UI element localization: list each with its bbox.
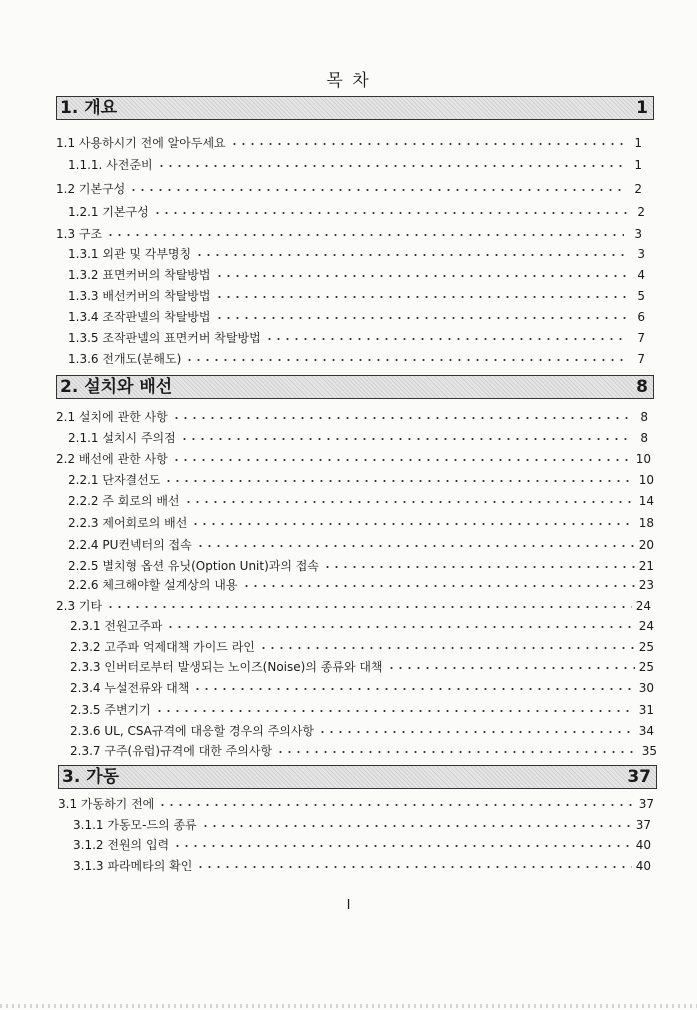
toc-entry-label: 1.3.4 조작판넬의 착탈방법 — [68, 310, 211, 324]
toc-entry-page: 24 — [635, 599, 651, 613]
dot-leader — [164, 470, 634, 490]
toc-entry-1-3-3[interactable] — [68, 286, 645, 306]
dot-leader — [265, 328, 627, 348]
toc-entry-2-1-1[interactable] — [68, 428, 648, 448]
toc-entry-label: 2.2 배선에 관한 사항 — [56, 452, 168, 466]
section-title: 3. 가동 — [62, 767, 120, 787]
scan-edge — [0, 1004, 697, 1008]
toc-entry-label: 2.2.5 별치형 옵션 유닛(Option Unit)과의 접속 — [68, 559, 319, 573]
toc-entry-2-3-4[interactable] — [70, 678, 654, 698]
toc-entry-2-3-5[interactable] — [70, 700, 654, 720]
toc-entry-page: 37 — [638, 797, 654, 811]
toc-entry-label: 2.2.2 주 회로의 배선 — [68, 494, 180, 508]
toc-entry-label: 1.3 구조 — [56, 227, 103, 241]
toc-entry-1-2-1[interactable] — [68, 202, 645, 222]
section-header-2 — [56, 375, 654, 399]
toc-entry-label: 1.3.3 배선커버의 착탈방법 — [68, 289, 211, 303]
toc-entry-2-2-1[interactable] — [68, 470, 654, 490]
toc-entry-label: 2.3.2 고주파 억제대책 가이드 라인 — [70, 640, 255, 654]
dot-leader — [106, 596, 632, 616]
section-header-3 — [58, 765, 657, 789]
toc-entry-page: 3 — [634, 227, 642, 241]
toc-entry-2-2-2[interactable] — [68, 491, 654, 511]
dot-leader — [172, 407, 630, 427]
toc-entry-page: 7 — [637, 352, 645, 366]
toc-entry-3-1-3[interactable] — [73, 856, 651, 876]
toc-entry-1-3-6[interactable] — [68, 349, 645, 369]
toc-entry-3-1-1[interactable] — [73, 815, 651, 835]
toc-entry-page: 10 — [638, 473, 654, 487]
section-header-1 — [56, 96, 654, 120]
toc-entry-label: 1.2 기본구성 — [56, 182, 126, 196]
toc-entry-page: 31 — [638, 703, 654, 717]
dot-leader — [230, 133, 624, 153]
toc-entry-label: 2.2.4 PU컨넥터의 접속 — [68, 538, 192, 552]
toc-entry-2-3-3[interactable] — [70, 657, 654, 677]
toc-entry-1-3-1[interactable] — [68, 244, 645, 264]
toc-entry-1-3-2[interactable] — [68, 265, 645, 285]
dot-leader — [193, 678, 634, 698]
toc-entry-label: 1.3.5 조작판넬의 표면커버 착탈방법 — [68, 331, 261, 345]
toc-entry-2-3-6[interactable] — [70, 721, 654, 741]
toc-entry-1-3[interactable] — [56, 224, 642, 244]
toc-entry-2-2-6[interactable] — [68, 575, 654, 595]
toc-entry-page: 5 — [637, 289, 645, 303]
section-page-number: 8 — [636, 377, 648, 397]
dot-leader — [195, 244, 627, 264]
toc-entry-label: 2.1 설치에 관한 사항 — [56, 410, 168, 424]
toc-entry-page: 18 — [638, 516, 654, 530]
section-title: 2. 설치와 배선 — [60, 377, 173, 397]
dot-leader — [172, 449, 632, 469]
toc-entry-label: 3.1.1 가동모-드의 종류 — [73, 818, 197, 832]
toc-entry-2-3-2[interactable] — [70, 637, 654, 657]
dot-leader — [166, 616, 634, 636]
section-page-number: 1 — [636, 98, 648, 118]
section-page-number: 37 — [627, 767, 651, 787]
toc-entry-page: 23 — [638, 578, 654, 592]
toc-entry-label: 2.3.5 주변기기 — [70, 703, 151, 717]
toc-entry-page: 8 — [640, 410, 648, 424]
toc-entry-1-1-1[interactable] — [68, 155, 642, 175]
toc-entry-label: 2.3.3 인버터로부터 발생되는 노이즈(Noise)의 종류와 대책 — [70, 660, 383, 674]
toc-entry-label: 2.3 기타 — [56, 599, 103, 613]
toc-entry-page: 21 — [638, 559, 654, 573]
toc-entry-page: 34 — [638, 724, 654, 738]
dot-leader — [129, 179, 624, 199]
dot-leader — [155, 700, 635, 720]
toc-entry-label: 3.1.2 전원의 입력 — [73, 838, 170, 852]
dot-leader — [196, 535, 635, 555]
toc-entry-label: 2.3.1 전원고주파 — [70, 619, 163, 633]
toc-entry-page: 35 — [641, 744, 657, 758]
page-title: 목 차 — [326, 71, 371, 91]
dot-leader — [106, 224, 624, 244]
toc-entry-2-2-4[interactable] — [68, 535, 654, 555]
toc-entry-page: 8 — [640, 431, 648, 445]
toc-entry-page: 1 — [634, 136, 642, 150]
toc-entry-1-3-4[interactable] — [68, 307, 645, 327]
dot-leader — [201, 815, 632, 835]
toc-entry-label: 1.3.2 표면커버의 착탈방법 — [68, 268, 211, 282]
dot-leader — [259, 637, 635, 657]
toc-entry-2-2-3[interactable] — [68, 513, 654, 533]
dot-leader — [157, 155, 624, 175]
toc-entry-page: 25 — [638, 640, 654, 654]
dot-leader — [215, 265, 628, 285]
toc-entry-2-2-5[interactable] — [68, 556, 654, 576]
toc-entry-label: 1.1 사용하시기 전에 알아두세요 — [56, 136, 226, 150]
toc-entry-page: 4 — [637, 268, 645, 282]
toc-entry-page: 6 — [637, 310, 645, 324]
toc-entry-2-2[interactable] — [56, 449, 651, 469]
dot-leader — [242, 575, 635, 595]
toc-entry-page: 2 — [634, 182, 642, 196]
toc-entry-page: 7 — [637, 331, 645, 345]
section-title: 1. 개요 — [60, 98, 118, 118]
toc-entry-label: 2.3.4 누설전류와 대책 — [70, 681, 190, 695]
dot-leader — [215, 307, 628, 327]
dot-leader — [318, 721, 635, 741]
toc-entry-page: 1 — [634, 158, 642, 172]
toc-entry-label: 1.3.6 전개도(분해도) — [68, 352, 182, 366]
toc-entry-page: 20 — [638, 538, 654, 552]
toc-entry-page: 24 — [638, 619, 654, 633]
toc-entry-page: 25 — [638, 660, 654, 674]
toc-entry-label: 2.3.7 구주(유럽)규격에 대한 주의사항 — [70, 744, 273, 758]
toc-entry-2-3-7[interactable] — [70, 741, 657, 761]
toc-entry-page: 14 — [638, 494, 654, 508]
dot-leader — [158, 794, 634, 814]
dot-leader — [323, 556, 635, 576]
toc-entry-page: 10 — [635, 452, 651, 466]
dot-leader — [191, 513, 634, 533]
dot-leader — [185, 349, 627, 369]
toc-entry-3-1[interactable] — [58, 794, 654, 814]
toc-entry-1-2[interactable] — [56, 179, 642, 199]
dot-leader — [184, 491, 635, 511]
toc-entry-label: 2.2.1 단자결선도 — [68, 473, 161, 487]
toc-entry-2-3-1[interactable] — [70, 616, 654, 636]
toc-entry-2-3[interactable] — [56, 596, 651, 616]
toc-entry-page: 3 — [637, 247, 645, 261]
toc-entry-page: 2 — [637, 205, 645, 219]
toc-entry-label: 3.1 가동하기 전에 — [58, 797, 155, 811]
toc-entry-page: 37 — [635, 818, 651, 832]
toc-entry-label: 1.3.1 외관 및 각부명칭 — [68, 247, 192, 261]
toc-entry-label: 2.3.6 UL, CSA규격에 대응할 경우의 주의사항 — [70, 724, 315, 738]
dot-leader — [173, 835, 632, 855]
toc-entry-label: 2.2.3 제어회로의 배선 — [68, 516, 188, 530]
toc-entry-page: 40 — [635, 838, 651, 852]
toc-entry-page: 40 — [635, 859, 651, 873]
toc-entry-1-1[interactable] — [56, 133, 642, 153]
toc-entry-page: 30 — [638, 681, 654, 695]
toc-entry-3-1-2[interactable] — [73, 835, 651, 855]
dot-leader — [215, 286, 628, 306]
page-number-footer: I — [346, 898, 351, 913]
toc-entry-label: 2.2.6 체크해야할 설계상의 내용 — [68, 578, 238, 592]
toc-entry-label: 1.1.1. 사전준비 — [68, 158, 153, 172]
toc-entry-2-1[interactable] — [56, 407, 648, 427]
toc-entry-label: 1.2.1 기본구성 — [68, 205, 149, 219]
dot-leader — [276, 741, 638, 761]
toc-entry-label: 2.1.1 설치시 주의점 — [68, 431, 176, 445]
toc-entry-1-3-5[interactable] — [68, 328, 645, 348]
toc-entry-label: 3.1.3 파라메타의 확인 — [73, 859, 193, 873]
dot-leader — [153, 202, 627, 222]
dot-leader — [196, 856, 631, 876]
dot-leader — [387, 657, 635, 677]
dot-leader — [180, 428, 630, 448]
